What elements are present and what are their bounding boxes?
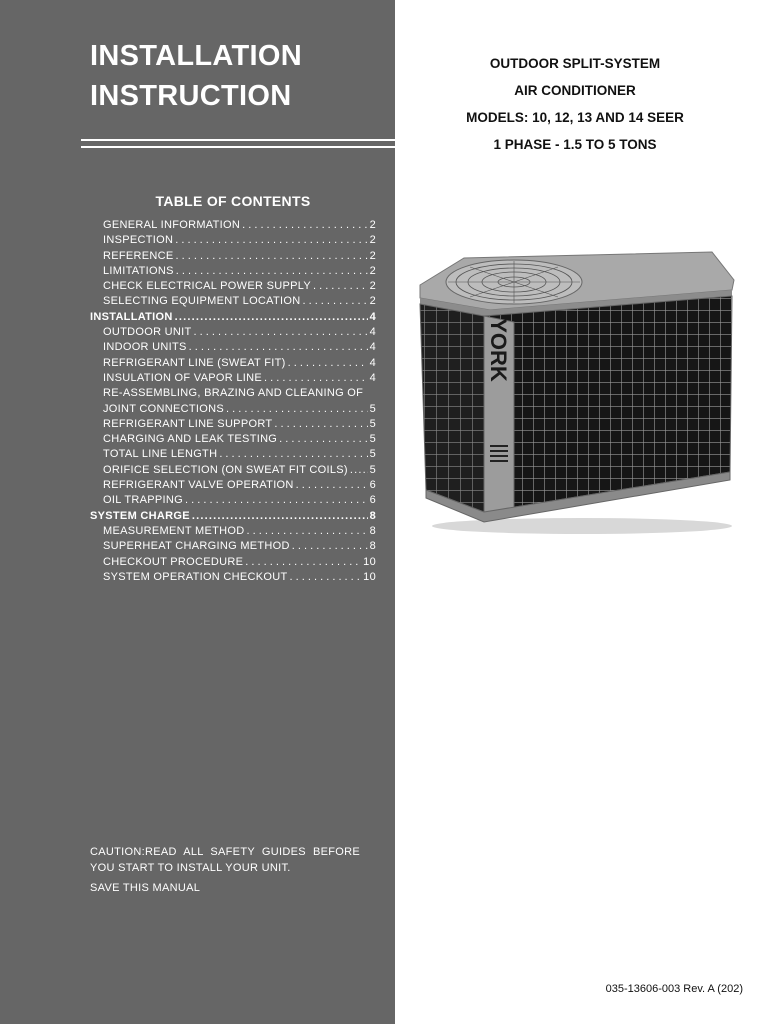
toc-leader-dots: [292, 539, 368, 554]
document-title: [90, 36, 302, 116]
toc-entry: [90, 555, 376, 570]
toc-entry-page: 5: [369, 402, 376, 415]
document-title-line-1: INSTALLATION: [90, 40, 302, 72]
toc-entry: [90, 264, 376, 279]
toc-entry: [90, 340, 376, 355]
toc-leader-dots: [175, 310, 368, 325]
toc-leader-dots: [219, 447, 367, 462]
toc-leader-dots: [290, 570, 362, 585]
toc-entry-label: INDOOR UNITS: [103, 341, 187, 354]
toc-entry-page: 2: [369, 219, 376, 231]
toc-entry: [90, 310, 376, 325]
toc-entry-page: 4: [369, 371, 376, 384]
toc-entry: [90, 233, 376, 248]
toc-entry-page: 2: [369, 295, 376, 308]
toc-entry-page: 2: [369, 249, 376, 262]
toc-entry-label: SYSTEM OPERATION CHECKOUT: [103, 570, 288, 583]
toc-leader-dots: [246, 524, 367, 539]
model-line-1: OUTDOOR SPLIT-SYSTEM: [489, 56, 661, 71]
toc-entry: [90, 294, 376, 309]
toc-entry-label: INSULATION OF VAPOR LINE: [103, 371, 262, 384]
toc-entry-page: 4: [369, 341, 376, 354]
model-line-2: AIR CONDITIONER: [514, 83, 636, 98]
toc-entry-label: INSPECTION: [103, 234, 174, 247]
toc-list: [90, 218, 376, 585]
toc-entry-page: 2: [369, 280, 376, 293]
toc-entry: [90, 218, 376, 233]
toc-entry: [90, 478, 376, 493]
toc-leader-dots: [175, 233, 367, 248]
toc-entry: [90, 386, 376, 401]
toc-leader-dots: [242, 218, 367, 233]
toc-entry-page: 4: [369, 326, 376, 339]
document-title-line-2: INSTRUCTION: [90, 80, 292, 112]
toc-entry-page: 5: [369, 448, 376, 461]
toc-entry: [90, 402, 376, 417]
toc-leader-dots: [245, 555, 361, 570]
toc-entry-label: REFRIGERANT LINE SUPPORT: [103, 417, 273, 430]
toc-entry-label: CHECKOUT PROCEDURE: [103, 555, 244, 568]
toc-entry: [90, 463, 376, 478]
toc-entry: [90, 325, 376, 340]
table-of-contents: [90, 192, 376, 585]
toc-leader-dots: [296, 478, 368, 493]
toc-leader-dots: [226, 402, 368, 417]
toc-leader-dots: [313, 279, 368, 294]
toc-entry-page: 10: [363, 555, 376, 568]
toc-entry-page: 2: [369, 264, 376, 277]
model-description: [430, 50, 720, 158]
toc-entry: [90, 249, 376, 264]
toc-leader-dots: [288, 356, 368, 371]
toc-entry-label: SYSTEM CHARGE: [90, 509, 190, 522]
toc-entry-label: SUPERHEAT CHARGING METHOD: [103, 540, 290, 553]
toc-entry: [90, 417, 376, 432]
toc-entry-page: 5: [369, 433, 376, 446]
toc-entry-label: REFRIGERANT VALVE OPERATION: [103, 479, 294, 492]
model-line-4: 1 PHASE - 1.5 TO 5 TONS: [493, 137, 657, 152]
toc-entry-label: OUTDOOR UNIT: [103, 326, 192, 339]
toc-entry: [90, 279, 376, 294]
toc-entry-page: 6: [369, 494, 376, 507]
toc-leader-dots: [302, 294, 367, 309]
toc-leader-dots: [176, 264, 368, 279]
toc-entry-label: LIMITATIONS: [103, 264, 174, 277]
toc-entry: [90, 524, 376, 539]
toc-entry-label: RE-ASSEMBLING, BRAZING AND CLEANING OF: [103, 387, 364, 400]
toc-leader-dots: [192, 509, 368, 524]
outdoor-ac-unit-photo: [412, 250, 738, 538]
toc-entry-label: JOINT CONNECTIONS: [103, 402, 225, 415]
toc-entry-label: REFRIGERANT LINE (SWEAT FIT): [103, 356, 286, 369]
toc-leader-dots: [176, 249, 368, 264]
toc-entry-label: TOTAL LINE LENGTH: [103, 448, 218, 461]
toc-leader-dots: [185, 493, 368, 508]
caution-note: [90, 844, 360, 900]
toc-entry: [90, 539, 376, 554]
toc-entry-label: ORIFICE SELECTION (ON SWEAT FIT COILS): [103, 463, 348, 476]
toc-entry-label: SELECTING EQUIPMENT LOCATION: [103, 295, 301, 308]
title-divider-top: [81, 139, 395, 141]
brand-logo: YORK: [486, 318, 511, 382]
toc-entry: [90, 432, 376, 447]
toc-leader-dots: [279, 432, 367, 447]
model-line-3: MODELS: 10, 12, 13 AND 14 SEER: [466, 110, 684, 125]
toc-entry-page: 2: [369, 234, 376, 247]
toc-entry-label: MEASUREMENT METHOD: [103, 524, 245, 537]
toc-leader-dots: [274, 417, 367, 432]
save-manual-text: SAVE THIS MANUAL: [90, 882, 201, 894]
caution-text: CAUTION:READ ALL SAFETY GUIDES BEFORE YOU START TO INSTALL YOUR UNIT.: [90, 846, 360, 874]
toc-entry-label: GENERAL INFORMATION: [103, 219, 241, 231]
toc-leader-dots: [194, 325, 368, 340]
toc-entry: [90, 447, 376, 462]
toc-leader-dots: [350, 463, 368, 478]
toc-entry-page: 5: [369, 463, 376, 476]
toc-entry-page: 5: [369, 417, 376, 430]
toc-entry-page: 8: [369, 524, 376, 537]
toc-leader-dots: [189, 340, 368, 355]
toc-entry-label: OIL TRAPPING: [103, 494, 184, 507]
toc-entry-page: 8: [369, 540, 376, 553]
toc-entry: [90, 493, 376, 508]
toc-entry-page: 8: [369, 509, 376, 522]
toc-entry: [90, 356, 376, 371]
toc-leader-dots: [264, 371, 368, 386]
toc-entry: [90, 509, 376, 524]
toc-entry-label: INSTALLATION: [90, 310, 173, 323]
toc-entry-label: CHECK ELECTRICAL POWER SUPPLY: [103, 280, 311, 293]
toc-entry-page: 4: [369, 310, 376, 323]
toc-entry: [90, 570, 376, 585]
toc-entry: [90, 371, 376, 386]
toc-entry-label: REFERENCE: [103, 249, 174, 262]
toc-entry-label: CHARGING AND LEAK TESTING: [103, 433, 278, 446]
toc-entry-page: 4: [369, 356, 376, 369]
toc-entry-page: 10: [363, 570, 376, 583]
title-divider-bottom: [81, 146, 395, 148]
document-code: 035-13606-003 Rev. A (202): [605, 983, 743, 995]
toc-entry-page: 6: [369, 479, 376, 492]
toc-heading: TABLE OF CONTENTS: [155, 193, 311, 209]
